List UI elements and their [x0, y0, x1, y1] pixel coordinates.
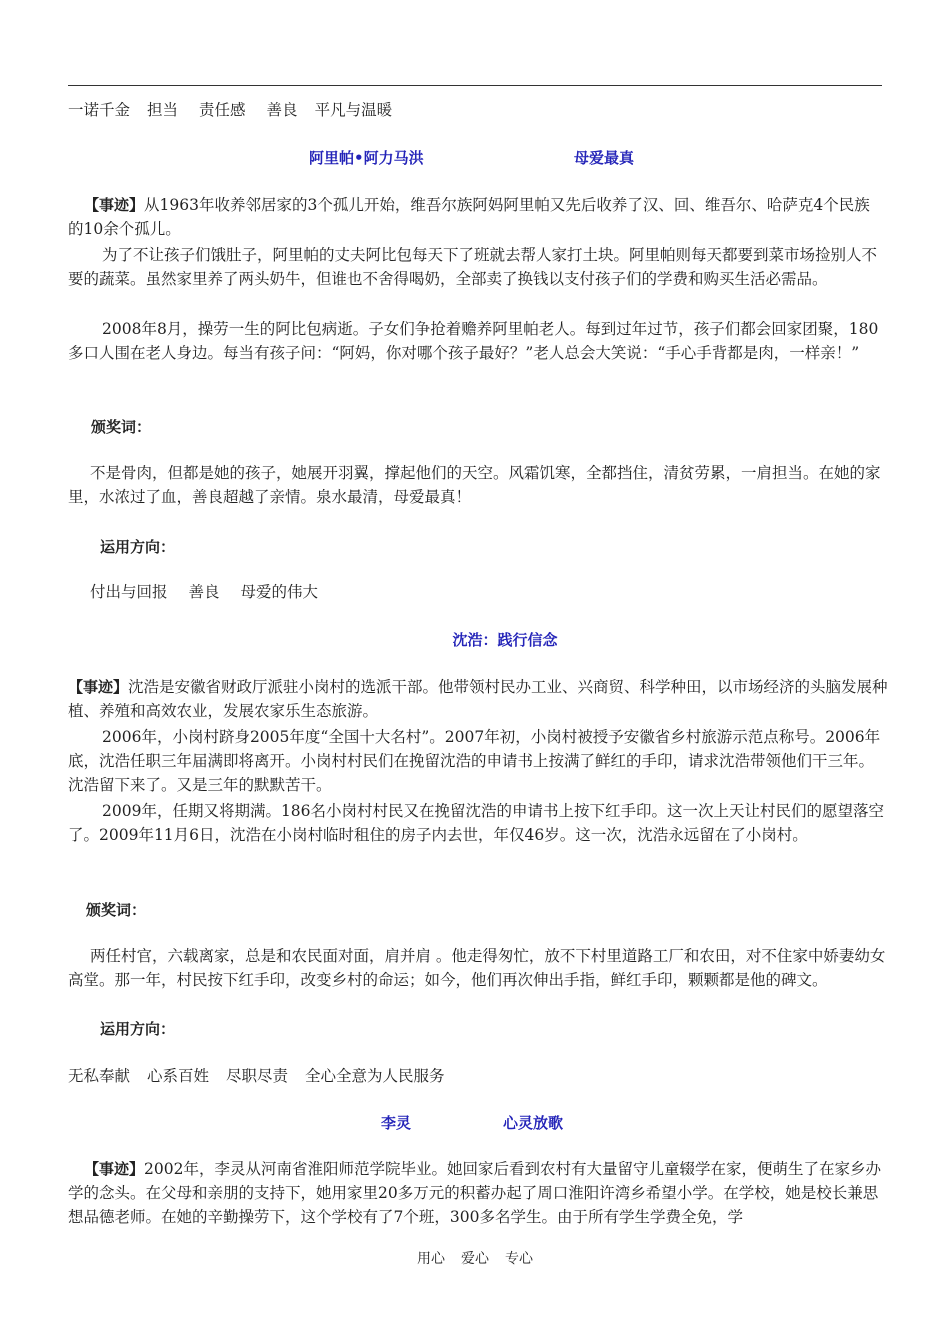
story3-theme: 心灵放歌 — [503, 1114, 564, 1132]
story2-deeds-p2: 2006年，小岗村跻身2005年度“全国十大名村”。2007年初，小岗村被授予安徽省乡村旅游示范点称号。2006年底，沈浩任职三年届满即将离开。小岗村村民们在挽留沈浩的申请书上按满了鲜红的手印，请求沈浩带领他们干三年。沈浩留下来了。又是三年的默默苦干。 — [68, 728, 881, 794]
keyword: 母爱的伟大 — [240, 583, 319, 601]
story2-deeds-p1: 【事迹】沈浩是安徽省财政厅派驻小岗村的选派干部。他带领村民办工业、兴商贸、科学种田，以市场经济的头脑发展种植、养殖和高效农业，发展农家乐生态旅游。 — [68, 678, 888, 720]
keyword: 心系百姓 — [147, 1067, 210, 1085]
keyword: 无私奉献 — [68, 1067, 131, 1085]
footer-word: 专心 — [505, 1251, 533, 1267]
keyword: 平凡与温暖 — [314, 101, 393, 119]
story2-deeds-p3: 2009年，任期又将期满。186名小岗村村民又在挽留沈浩的申请书上按下红手印。这一次上天让村民们的愿望落空了。2009年11月6日，沈浩在小岗村临时租住的房子内去世，年仅46岁。这一次，沈浩永远留在了小岗村。 — [68, 802, 885, 844]
story2-usage-label: 运用方向： — [100, 1020, 176, 1038]
story3-name: 李灵 — [381, 1114, 412, 1132]
story1-usage-keywords — [90, 582, 318, 602]
story3-deeds-p1: 【事迹】2002年，李灵从河南省淮阳师范学院毕业。她回家后看到农村有大量留守儿童辍学在家，便萌生了在家乡办学的念头。在父母和亲朋的支持下，她用家里20多万元的积蓄办起了周口淮阳许湾乡希望小学。在学校，她是校长兼思想品德老师。在她的辛勤操劳下，这个学校有了7个班，300多名学生。由于所有学生学费全免，学 — [68, 1160, 881, 1226]
header-keywords — [68, 100, 392, 120]
keyword: 责任感 — [199, 101, 246, 119]
deeds-label: 【事迹】 — [84, 196, 145, 214]
keyword: 付出与回报 — [90, 583, 168, 601]
keyword: 一诺千金 — [68, 101, 131, 119]
story2-usage-keywords — [68, 1066, 445, 1086]
header-rule — [68, 85, 882, 86]
footer-word: 用心 — [417, 1251, 445, 1267]
keyword: 善良 — [266, 101, 298, 119]
story1-name: 阿里帕•阿力马洪 — [309, 149, 424, 167]
story1-award-text: 不是骨肉，但都是她的孩子，她展开羽翼，撑起他们的天空。风霜饥寒，全都挡住，清贫劳累，一肩担当。在她的家里，水浓过了血，善良超越了亲情。泉水最清，母爱最真！ — [68, 464, 881, 506]
story1-usage-label: 运用方向： — [100, 538, 176, 556]
story2-award-text: 两任村官，六载离家，总是和农民面对面，肩并肩 。他走得匆忙，放不下村里道路工厂和农田，对不住家中娇妻幼女高堂。那一年，村民按下红手印，改变乡村的命运；如今，他们再次伸出手指，鲜红手印，颗颗都是他的碑文。 — [68, 947, 886, 989]
story1-deeds-p3: 2008年8月，操劳一生的阿比包病逝。子女们争抢着赡养阿里帕老人。每到过年过节，孩子们都会回家团聚，180多口人围在老人身边。每当有孩子问：“阿妈，你对哪个孩子最好？”老人总会大笑说：“手心手背都是肉，一样亲！” — [68, 320, 879, 362]
keyword: 善良 — [188, 583, 220, 601]
story1-deeds-p1: 【事迹】从1963年收养邻居家的3个孤儿开始，维吾尔族阿妈阿里帕又先后收养了汉、回、维吾尔、哈萨克4个民族的10余个孤儿。 — [68, 196, 870, 238]
story1-award-label: 颁奖词： — [91, 418, 152, 436]
page-footer — [0, 1248, 950, 1268]
footer-word: 爱心 — [461, 1251, 489, 1267]
keyword: 全心全意为人民服务 — [305, 1067, 445, 1085]
story2-title: 沈浩：践行信念 — [452, 631, 558, 649]
story1-theme: 母爱最真 — [574, 149, 635, 167]
keyword: 尽职尽责 — [226, 1067, 289, 1085]
story2-award-label: 颁奖词： — [86, 901, 147, 919]
story1-deeds-p2: 为了不让孩子们饿肚子，阿里帕的丈夫阿比包每天下了班就去帮人家打土块。阿里帕则每天都要到菜市场捡别人不要的蔬菜。虽然家里养了两头奶牛，但谁也不舍得喝奶，全部卖了换钱以支付孩子们的学费和购买生活必需品。 — [68, 246, 878, 288]
keyword: 担当 — [147, 101, 179, 119]
deeds-label: 【事迹】 — [68, 678, 129, 696]
deeds-label: 【事迹】 — [84, 1160, 145, 1178]
